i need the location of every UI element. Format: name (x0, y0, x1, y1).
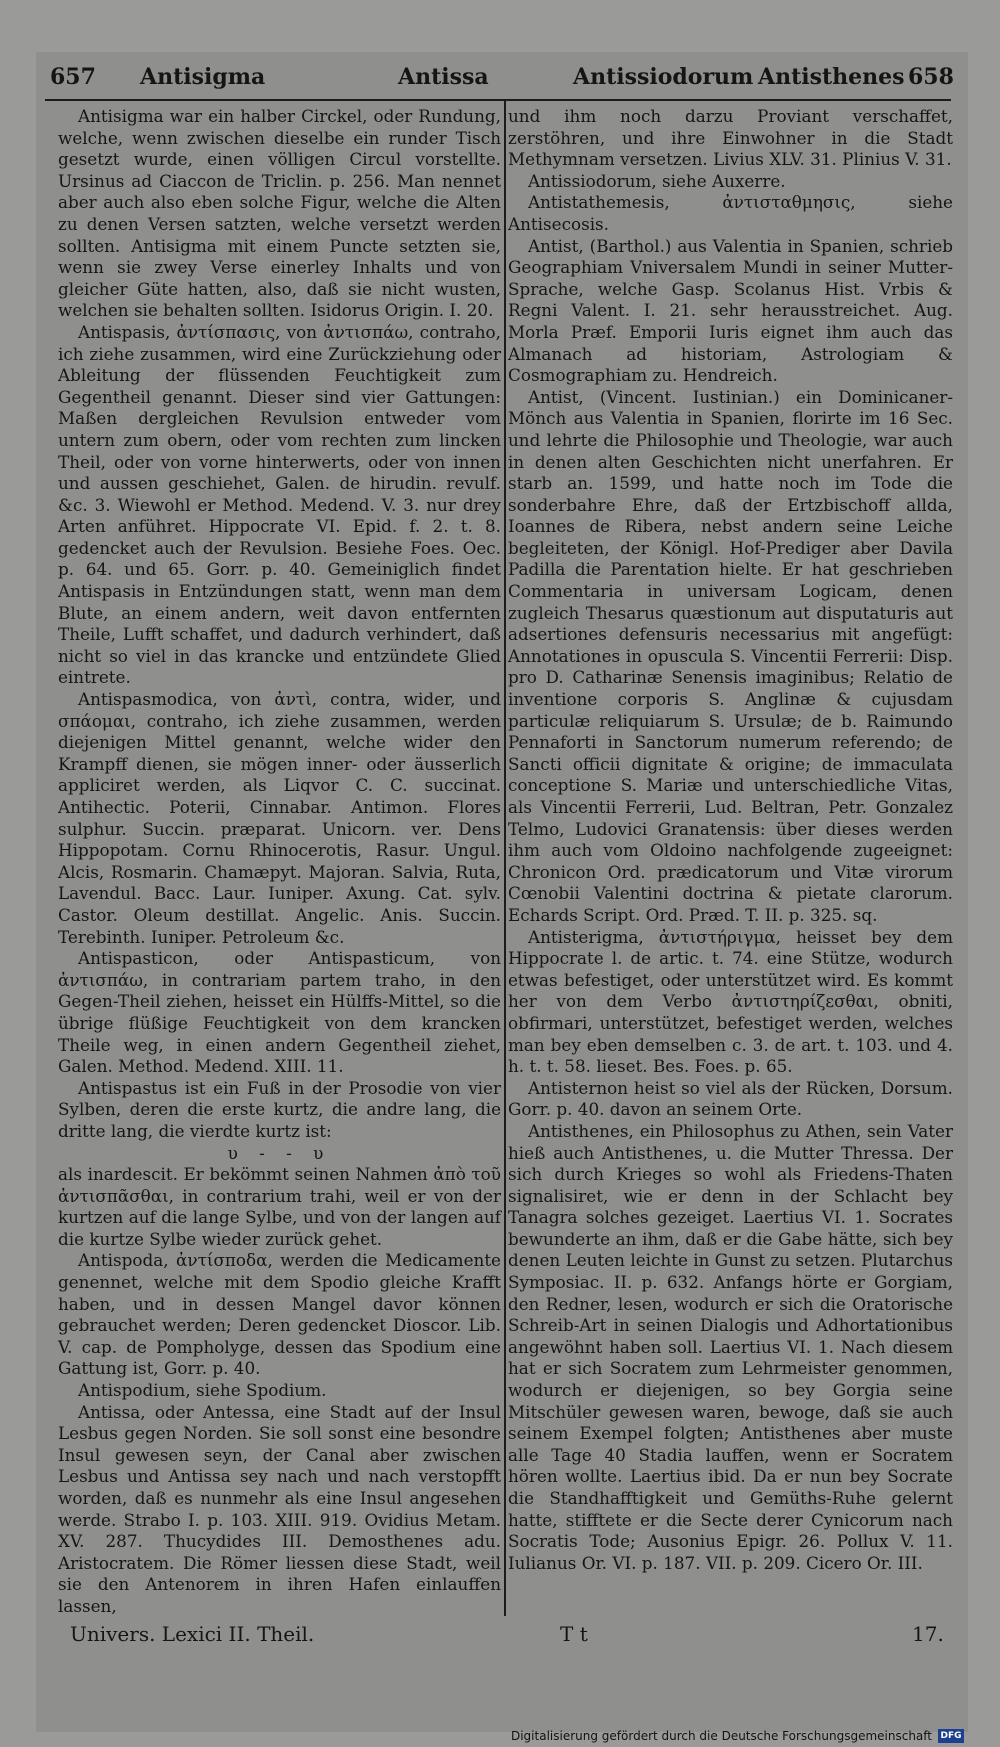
right-column (508, 106, 953, 1574)
entry-antispasticon: Antispasticon, oder Antispasticum, von ἀντισπάω, in contrariam partem traho, in den Gegen-Theil ziehen, heisset ein Hülffs-Mittel, so die übrige flüßige Feuchtigkeit von dem krancken Theile weg, in einen andern Gegentheil ziehet, Galen. Method. Medend. XIII. 11. (58, 948, 501, 1077)
header-keyword-right-2: Antisthenes (758, 64, 905, 90)
header-rule (45, 99, 951, 101)
dfg-logo-icon: DFG (938, 1729, 964, 1743)
entry-antist-vincent: Antist, (Vincent. Iustinian.) ein Dominicaner-Mönch aus Valentia in Spanien, florirte im 16 Sec. und lehrte die Philosophie und Theologie, war auch in denen alten Geschichten nicht unerfahren. Er starb an. 1599, und hatte noch im Tode die sonderbahre Ehre, daß der Ertzbischoff allda, Ioannes de Ribera, nebst andern seine Leiche begleiteten, der Königl. Hof-Prediger aber Davila Padilla die Parentation hielte. Er hat geschrieben Commentaria in universam Logicam, denen zugleich Thesarus quæstionum aut disputaturis aut adsertiones defensuris necessarius mit angefügt: Annotationes in opuscula S. Vincentii Ferrerii: Disp. pro D. Catharinæ Senensis imaginibus; Relatio de inventione corporis S. Anglinæ & cujusdam particulæ reliquiarum S. Ursulæ; de b. Raimundo Pennaforti in Sanctorum numerum referendo; de Sancti officii dignitate & origine; de immaculata conceptione S. Mariæ und unterschiedliche Vitas, als Vincentii Ferrerii, Lud. Beltran, Petr. Gonzalez Telmo, Ludovici Granatensis: über dieses werden ihm auch vom Oldoino nachfolgende zugeeignet: Chronicon Ord. prædicatorum und Vitæ virorum Cœnobii Valentini doctrina & pietate clarorum. Echards Script. Ord. Præd. T. II. p. 325. sq. (508, 386, 953, 925)
entry-antispastus-continued: als inardescit. Er bekömmt seinen Nahmen ἀπὸ τοῦ ἀντισπᾶσθαι, in contrarium trahi, weil er von der kurtzen auf die lange Sylbe, und von der langen auf die kurtze Sylbe wieder zurück gehet. (58, 1164, 501, 1249)
column-divider (504, 101, 506, 1616)
running-header (50, 64, 954, 98)
gathering-number: 17. (912, 1622, 944, 1646)
entry-antispastus: Antispastus ist ein Fuß in der Prosodie von vier Sylben, deren die erste kurtz, die andre lang, die dritte lang, die vierdte kurtz ist: (58, 1077, 501, 1141)
page-number-left: 657 (50, 64, 96, 90)
gathering-mark: T t (560, 1622, 588, 1646)
entry-antistathemesis: Antistathemesis, ἀντισταθμησις, siehe Antisecosis. (508, 192, 953, 234)
entry-antist-barthol: Antist, (Barthol.) aus Valentia in Spanien, schrieb Geographiam Vniversalem Mundi in seiner Mutter-Sprache, welche Gasp. Scolanus Hist. Vrbis & Regni Valent. I. 21. sehr herausstreichet. Aug. Morla Præf. Emporii Iuris eignet ihm auch das Almanach ad historiam, Astrologiam & Cosmographiam zu. Hendreich. (508, 235, 953, 386)
credit-text: Digitalisierung gefördert durch die Deutsche Forschungsgemeinschaft (510, 1729, 932, 1743)
left-column (58, 106, 501, 1618)
entry-antispasis: Antispasis, ἀντίσπασις, von ἀντισπάω, contraho, ich ziehe zusammen, wird eine Zurückziehung oder Ableitung der flüssenden Feuchtigkeit zum Gegentheil genannt. Dieser sind vier Gattungen: Maßen dergleichen Revulsion entweder vom untern zum obern, oder vom rechten zum lincken Theil, oder von vorne hinterwerts, oder von innen und aussen geschiehet, Galen. de hirudin. revulf. &c. 3. Wiewohl er Method. Medend. V. 3. nur drey Arten anführet. Hippocrate VI. Epid. f. 2. t. 8. gedencket auch der Revulsion. Besiehe Foes. Oec. p. 64. und 65. Gorr. p. 40. Gemeiniglich findet Antispasis in Entzündungen statt, wenn man dem Blute, an einem andern, weit davon entfernten Theile, Lufft schaffet, und dadurch verhindert, daß nicht so viel in das krancke und entzündete Glied eintrete. (58, 321, 501, 688)
entry-antisthenes: Antisthenes, ein Philosophus zu Athen, sein Vater hieß auch Antisthenes, u. die Mutter Thressa. Der sich durch Krieges so wohl als Friedens-Thaten signalisiret, wie er denn in der Schlacht bey Tanagra solches gezeiget. Laertius VI. 1. Socrates bewunderte an ihm, daß er die Gabe hätte, sich bey denen Leuten leichte in Gunst zu setzen. Plutarchus Symposiac. II. p. 632. Anfangs hörte er Gorgiam, den Redner, lesen, wodurch er sich die Oratorische Schreib-Art in seinen Dialogis und Adhortationibus angewöhnt haben soll. Laertius VI. 1. Nach diesem hat er sich Socratem zum Lehrmeister genommen, wodurch er diejenigen, so bey Gorgia seine Mitschüler gewesen waren, bewoge, daß sie auch seinem Exempel folgten; Antisthenes aber muste alle Tage 40 Stadia lauffen, wenn er Socratem hören wollte. Laertius ibid. Da er nun bey Socrate die Standhafftigkeit und Gemüths-Ruhe gelernt hatte, stifftete er die Secte derer Cynicorum nach Socratis Tode; Ausonius Epigr. 26. Pollux V. 11. Iulianus Or. VI. p. 187. VII. p. 209. Cicero Or. III. (508, 1120, 953, 1573)
header-keyword-center: Antissa (398, 64, 489, 90)
entry-antisterigma: Antisterigma, ἀντιστήριγμα, heisset bey dem Hippocrate l. de artic. t. 74. eine Stütze, wodurch etwas befestiget, oder unterstützet wird. Es kommt her von dem Verbo ἀντιστηρίζεσθαι, obniti, obfirmari, unterstützet, befestiget werden, welches man bey eben demselben c. 3. de art. t. 103. und 4. h. t. t. 58. lieset. Bes. Foes. p. 65. (508, 926, 953, 1077)
header-keyword-right-1: Antissiodorum (573, 64, 754, 90)
header-keyword-left: Antisigma (140, 64, 266, 90)
page-footer (50, 1622, 950, 1652)
entry-antisigma: Antisigma war ein halber Circkel, oder Rundung, welche, wenn zwischen dieselbe ein runder Tisch gesetzt wurde, einen völligen Circul vorstellte. Ursinus ad Ciaccon de Triclin. p. 256. Man nennet aber auch also eben solche Figur, welche die Alten zu denen Versen satzten, welche versetzt werden sollten. Antisigma mit einem Puncte setzten sie, wenn sie zwey Verse einerley Inhalts und von gleicher Güte hatten, also, daß sie nicht wusten, welchen sie behalten sollten. Isidorus Origin. I. 20. (58, 106, 501, 321)
page-number-right: 658 (908, 64, 954, 90)
digitization-credit (511, 1727, 964, 1745)
entry-antissa: Antissa, oder Antessa, eine Stadt auf der Insul Lesbus gegen Norden. Sie soll sonst eine besondre Insul gewesen seyn, der Canal aber zwischen Lesbus und Antissa sey nach und nach verstopfft worden, daß es nunmehr als eine Insul angesehen werde. Strabo I. p. 103. XIII. 919. Ovidius Metam. XV. 287. Thucydides III. Demosthenes adu. Aristocratem. Die Römer liessen diese Stadt, weil sie den Antenorem in ihren Hafen einlauffen lassen, (58, 1401, 501, 1616)
entry-antispoda: Antispoda, ἀντίσποδα, werden die Medicamente genennet, welche mit dem Spodio gleiche Krafft haben, und in dessen Mangel davor können gebrauchet werden; Deren gedencket Dioscor. Lib. V. cap. de Pompholyge, dessen das Spodium eine Gattung ist, Gorr. p. 40. (58, 1250, 501, 1379)
entry-antispodium: Antispodium, siehe Spodium. (78, 1380, 327, 1401)
entry-antispasmodica: Antispasmodica, von ἀντὶ, contra, wider, und σπάομαι, contraho, ich ziehe zusammen, werden diejenigen Mittel genannt, welche wider den Krampff dienen, sie mögen inner- oder äusserlich appliciret werden, als Liqvor C. C. succinat. Antihectic. Poterii, Cinnabar. Antimon. Flores sulphur. Succin. præparat. Unicorn. ver. Dens Hippopotam. Cornu Rhinocerotis, Rasur. Ungul. Alcis, Rosmarin. Chamæpyt. Majoran. Salvia, Ruta, Lavendul. Bacc. Laur. Iuniper. Axung. Cat. sylv. Castor. Oleum destillat. Angelic. Anis. Succin. Terebinth. Iuniper. Petroleum &c. (58, 689, 501, 947)
signature-line: Univers. Lexici II. Theil. (70, 1622, 315, 1646)
metrical-scheme: υ - - υ (227, 1142, 332, 1163)
entry-antissiodorum: Antissiodorum, siehe Auxerre. (528, 170, 786, 191)
entry-antisternon: Antisternon heist so viel als der Rücken, Dorsum. Gorr. p. 40. davon an seinem Orte. (508, 1077, 953, 1120)
entry-antissa-continued: und ihm noch darzu Proviant verschaffet, zerstöhren, und ihre Einwohner in die Stadt Methymnam versetzen. Livius XLV. 31. Plinius V. 31. (508, 106, 953, 170)
